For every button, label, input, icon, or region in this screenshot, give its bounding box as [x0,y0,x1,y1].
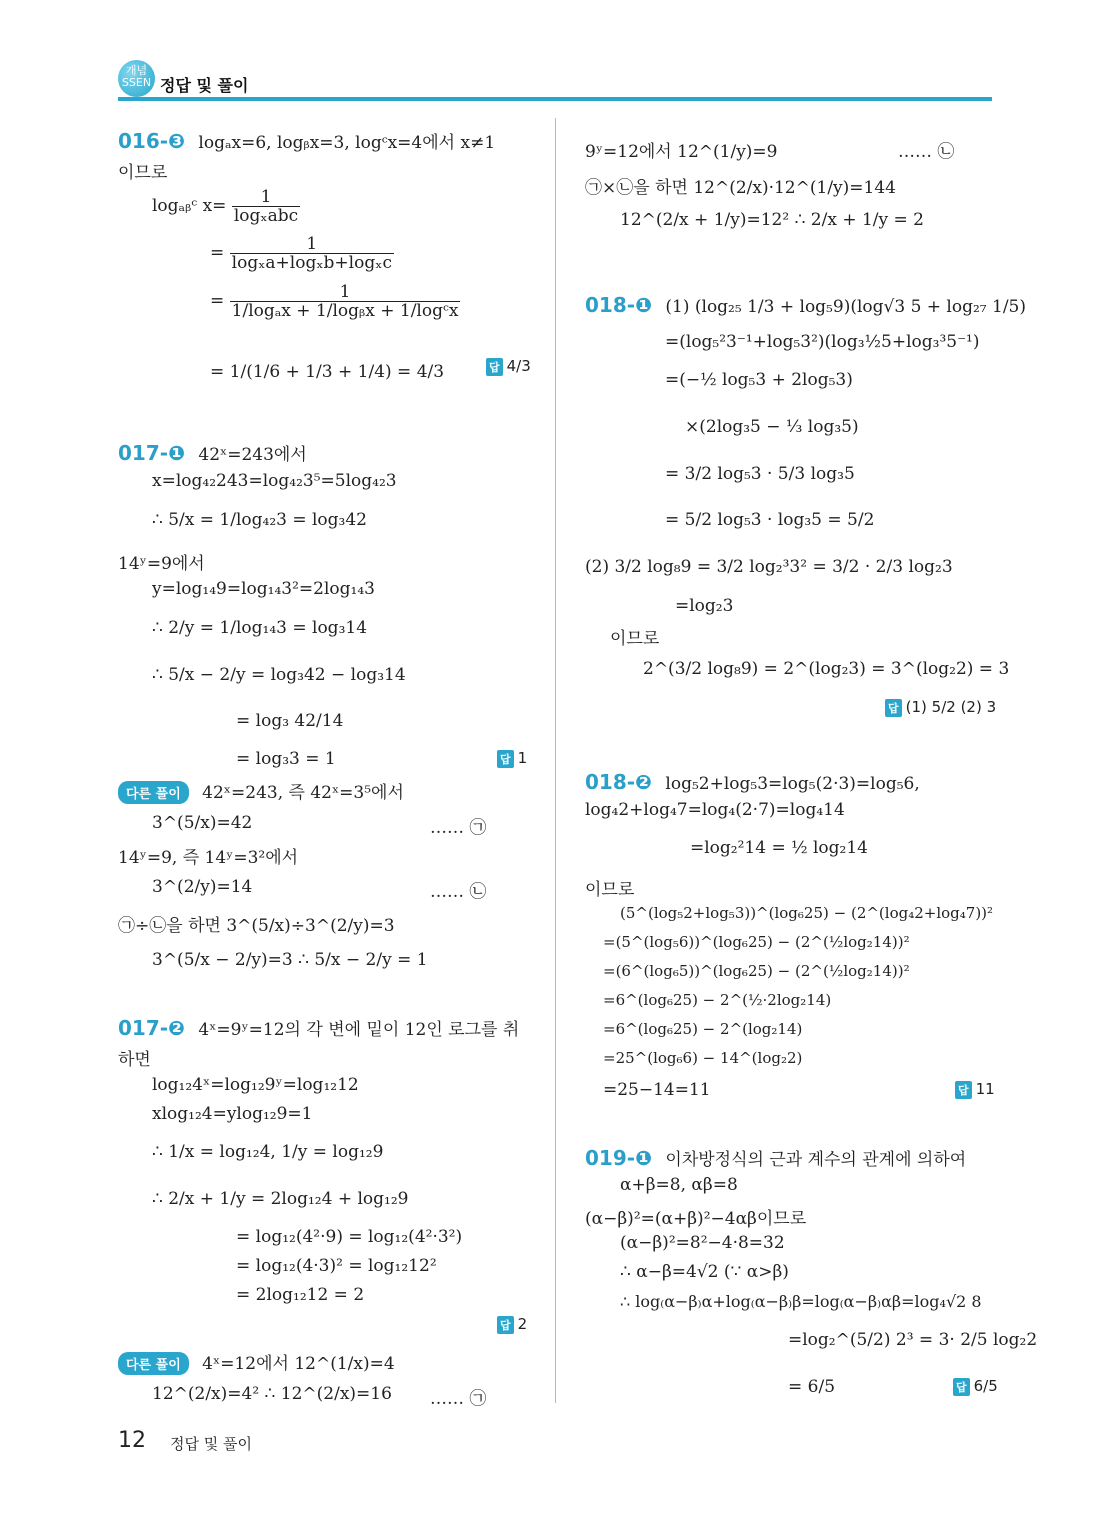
problem-text: (1) (log₂₅ 1/3 + log₅9)(log√3 5 + log₂₇ 1/5) [665,297,1027,317]
line: =25^(log₆6) − 14^(log₂2) [603,1049,803,1067]
line: =6^(log₆25) − 2^(½·2log₂14) [603,991,832,1009]
answer-label: 답 [885,699,902,717]
line: ×(2log₃5 − ⅓ log₃5) [685,417,859,437]
problem-number: 018-❷ [585,770,652,794]
line: 12^(2/x + 1/y)=12² ∴ 2/x + 1/y = 2 [620,210,924,230]
num: 1 [260,187,272,207]
line: 9ʸ=12에서 12^(1/y)=9 [585,142,778,162]
answer-label: 답 [955,1081,972,1099]
line: 이므로 [118,163,168,183]
line: ㉠÷㉡을 하면 3^(5/x)÷3^(2/y)=3 [118,916,395,936]
answer-018-1 [885,698,996,717]
line: = log₃3 = 1 [236,749,336,769]
num: 1 [306,234,318,254]
line: ㉠×㉡을 하면 12^(2/x)·12^(1/y)=144 [585,178,896,198]
line: = 6/5 [788,1377,836,1397]
line: ∴ 5/x − 2/y = log₃42 − log₃14 [152,665,406,685]
problem-text: log₅2+log₅3=log₅(2·3)=log₅6, [665,774,920,794]
alt-solution [118,778,404,804]
line: 12^(2/x)=4² ∴ 12^(2/x)=16 [152,1384,392,1404]
eq-line-2: = $\frac{1}{\text{logₓa+logₓb+logₓc}}$ [210,234,392,273]
page-number: 12 [118,1428,146,1453]
line: ∴ 2/y = 1/log₁₄3 = log₃14 [152,618,368,638]
fraction [230,235,394,272]
answer-017-1 [497,749,527,768]
line: log₁₂4ˣ=log₁₂9ʸ=log₁₂12 [152,1075,359,1095]
eq-line-4: = 1/(1/6 + 1/3 + 1/4) = 4/3 [210,362,445,382]
alt-label: 다른 풀이 [118,781,189,804]
line: 3^(5/x − 2/y)=3 ∴ 5/x − 2/y = 1 [152,950,428,970]
problem-016-3 [118,128,495,153]
problem-019-1 [585,1145,966,1170]
answer-018-2 [955,1080,995,1099]
line: 하면 [118,1050,151,1070]
problem-number: 018-❶ [585,293,652,317]
line: 이므로 [610,629,660,649]
answer-value: 2 [517,1315,528,1333]
problem-number: 017-❶ [118,441,185,465]
problem-018-1 [585,293,1026,317]
den: logₓabc [233,206,299,226]
answer-label: 답 [953,1378,970,1396]
problem-017-2 [118,1015,519,1040]
problem-018-2 [585,770,920,794]
answer-label: 답 [497,750,514,768]
line: x=log₄₂243=log₄₂3⁵=5log₄₂3 [152,471,397,491]
problem-017-1 [118,440,307,465]
answer-label: 답 [486,358,503,376]
line: 14ʸ=9에서 [118,554,205,574]
line: ∴ log₍α−β₎α+log₍α−β₎β=log₍α−β₎αβ=log₄√2 8 [620,1292,982,1311]
eq-line-3: = $\frac{1}{\text{1/logₐx + 1/logᵦx + 1/logᶜx}}$ [210,282,459,321]
line: ∴ α−β=4√2 (∵ α>β) [620,1262,789,1282]
line: = log₁₂(4·3)² = log₁₂12² [236,1256,437,1276]
mark: …… ㉡ [898,142,955,162]
footer-label: 정답 및 풀이 [170,1435,252,1453]
line: =log₂^(5/2) 2³ = 3· 2/5 log₂2 [788,1330,1038,1350]
answer-value: 1 [517,749,528,767]
answer-016 [486,357,531,376]
line: = 2log₁₂12 = 2 [236,1285,365,1305]
problem-number: 019-❶ [585,1146,652,1170]
alt-text: 4ˣ=12에서 12^(1/x)=4 [202,1354,395,1374]
line: xlog₁₂4=ylog₁₂9=1 [152,1104,313,1124]
mark: …… ㉡ [430,882,487,902]
line: 이므로 [585,880,635,900]
answer-label: 답 [497,1316,514,1334]
line: 2^(3/2 log₈9) = 2^(log₂3) = 3^(log₂2) = 3 [643,659,1010,679]
problem-text: 이차방정식의 근과 계수의 관계에 의하여 [665,1150,967,1170]
den: 1/logₐx + 1/logᵦx + 1/logᶜx [231,301,459,321]
mark: …… ㉠ [430,1389,487,1409]
mark: …… ㉠ [430,818,487,838]
den: logₓa+logₓb+logₓc [231,253,392,273]
column-divider [555,118,556,1403]
eq-line-1 [152,188,300,225]
line: ∴ 1/x = log₁₂4, 1/y = log₁₂9 [152,1142,384,1162]
line: =(log₅²3⁻¹+log₅3²)(log₃½5+log₃³5⁻¹) [665,332,980,352]
line: (α−β)²=(α+β)²−4αβ이므로 [585,1209,807,1229]
answer-value: 6/5 [973,1377,998,1395]
answer-value: 11 [975,1080,995,1098]
alt-label: 다른 풀이 [118,1352,189,1375]
line: =25−14=11 [603,1080,711,1100]
line: ∴ 5/x = 1/log₄₂3 = log₃42 [152,510,367,530]
line: =6^(log₆25) − 2^(log₂14) [603,1020,803,1038]
line: (α−β)²=8²−4·8=32 [620,1233,785,1253]
badge-bottom: SSEN [121,76,152,89]
problem-text: 42ˣ=243에서 [198,445,307,465]
fraction [230,283,461,320]
answer-017-2 [497,1315,527,1334]
header-rule [118,97,992,101]
line: 14ʸ=9, 즉 14ʸ=3²에서 [118,848,299,868]
problem-text: logₐx=6, logᵦx=3, logᶜx=4에서 x≠1 [198,133,496,153]
line: =log₂3 [675,596,734,616]
badge-top: 개념 [125,64,148,77]
line: = 3/2 log₅3 · 5/3 log₃5 [665,464,855,484]
answer-019-1 [953,1377,998,1396]
alt-solution [118,1349,395,1375]
line: =(−½ log₅3 + 2log₅3) [665,370,853,390]
num: 1 [339,282,351,302]
line: =(5^(log₅6))^(log₆25) − (2^(½log₂14))² [603,933,910,951]
line: = log₃ 42/14 [236,711,344,731]
page-title: 정답 및 풀이 [160,76,249,95]
line: α+β=8, αβ=8 [620,1175,738,1195]
answer-value: 4/3 [506,357,531,375]
problem-text: 4ˣ=9ʸ=12의 각 변에 밑이 12인 로그를 취 [198,1020,520,1040]
line: 3^(5/x)=42 [152,813,253,833]
fraction [232,188,300,225]
line: ∴ 2/x + 1/y = 2log₁₂4 + log₁₂9 [152,1189,409,1209]
eq-lhs: logₐᵦᶜ x= [152,196,227,216]
answer-value: (1) 5/2 (2) 3 [905,698,997,716]
problem-number: 016-❸ [118,129,185,153]
line: =log₂²14 = ½ log₂14 [690,838,868,858]
line: = log₁₂(4²·9) = log₁₂(4²·3²) [236,1227,463,1247]
line: = 5/2 log₅3 · log₃5 = 5/2 [665,510,875,530]
alt-text: 42ˣ=243, 즉 42ˣ=3⁵에서 [202,783,404,803]
line: 3^(2/y)=14 [152,877,253,897]
line: log₄2+log₄7=log₄(2·7)=log₄14 [585,800,845,820]
line: (2) 3/2 log₈9 = 3/2 log₂³3² = 3/2 · 2/3 log₂3 [585,557,953,577]
line: =(6^(log₆5))^(log₆25) − (2^(½log₂14))² [603,962,910,980]
line: (5^(log₅2+log₅3))^(log₆25) − (2^(log₄2+log₄7))² [620,904,994,922]
header-badge [118,60,155,97]
problem-number: 017-❷ [118,1016,185,1040]
line: y=log₁₄9=log₁₄3²=2log₁₄3 [152,579,375,599]
